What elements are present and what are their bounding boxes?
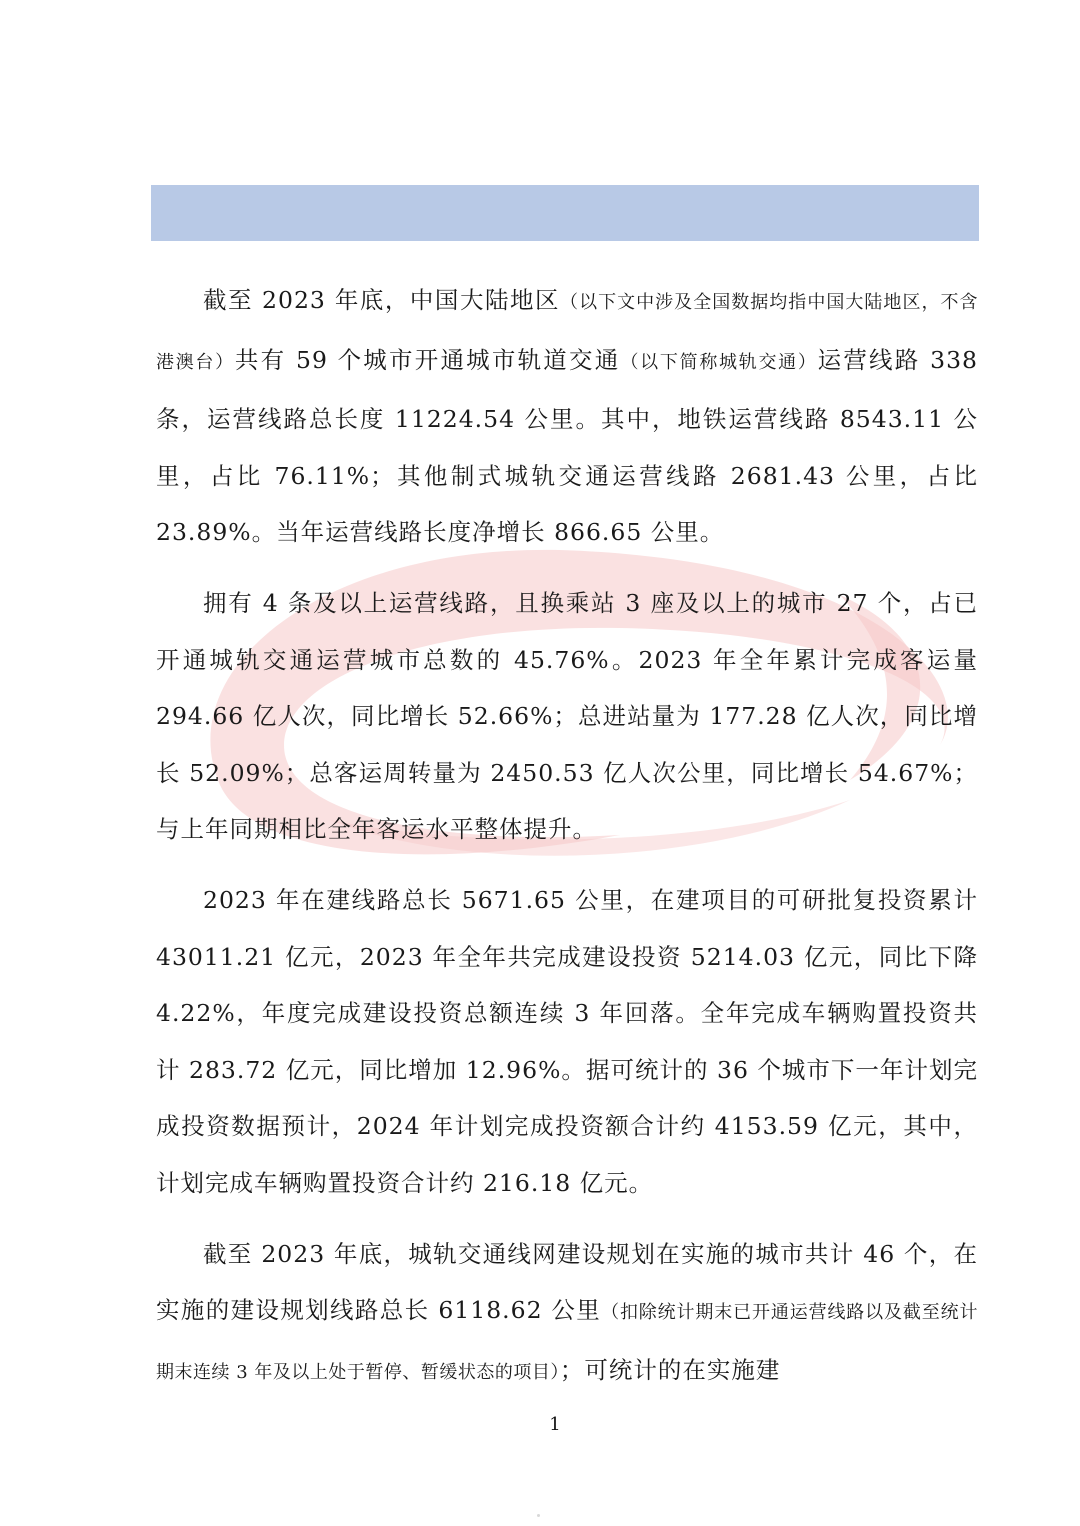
- paragraph-ridership: [156, 575, 978, 858]
- body-text: [156, 272, 978, 1415]
- paragraph-text: 拥有 4 条及以上运营线路，且换乘站 3 座及以上的城市 27 个，占已开通城轨交通运营城市总数的 45.76%。2023 年全年累计完成客运量 294.66 亿人次，同比增长 52.66%；总进站量为 177.28 亿人次，同比增长 52.09%；总客运周转量为 2450.53 亿人次公里，同比增长 54.67%；与上年同期相比全年客运水平整体提升。: [156, 588, 978, 844]
- parenthetical-note: （以下简称城轨交通）: [620, 351, 818, 373]
- paragraph-text: 截至 2023 年底，中国大陆地区: [203, 286, 561, 314]
- paragraph-text: 2023 年在建线路总长 5671.65 公里，在建项目的可研批复投资累计 43011.21 亿元，2023 年全年共完成建设投资 5214.03 亿元，同比下降 4.22%，年度完成建设投资总额连续 3 年回落。全年完成车辆购置投资共计 283.72 亿元，同比增加 12.96%。据可统计的 36 个城市下一年计划完成投资数据预计，2024 年计划完成投资额合计约 4153.59 亿元，其中，计划完成车辆购置投资合计约 216.18 亿元。: [156, 885, 978, 1197]
- paragraph-text: ；可统计的在实施建: [559, 1355, 781, 1384]
- paragraph-operations: [156, 272, 978, 561]
- paragraph-planning: [156, 1226, 978, 1402]
- section-header-bar: [151, 185, 979, 241]
- parenthetical-note: （以下文中涉及全国数据均指中国大陆地区，不含港澳台）: [156, 292, 979, 373]
- scroll-indicator-dot: [537, 1514, 540, 1517]
- paragraph-investment: [156, 872, 978, 1212]
- page-number: 1: [549, 1414, 561, 1435]
- parenthetical-note: （扣除统计期末已开通运营线路以及截至统计期末连续 3 年及以上处于暂停、暂缓状态的项目）: [156, 1302, 978, 1383]
- paragraph-text: 运营线路 338 条，运营线路总长度 11224.54 公里。其中，地铁运营线路 8543.11 公里，占比 76.11%；其他制式城轨交通运营线路 2681.43 公里，占比 23.89%。当年运营线路长度净增长 866.65 公里。: [156, 345, 979, 547]
- paragraph-text: 截至 2023 年底，城轨交通线网建设规划在实施的城市共计 46 个，在实施的建设规划线路总长 6118.62 公里: [156, 1239, 978, 1325]
- paragraph-text: 共有 59 个城市开通城市轨道交通: [234, 345, 621, 374]
